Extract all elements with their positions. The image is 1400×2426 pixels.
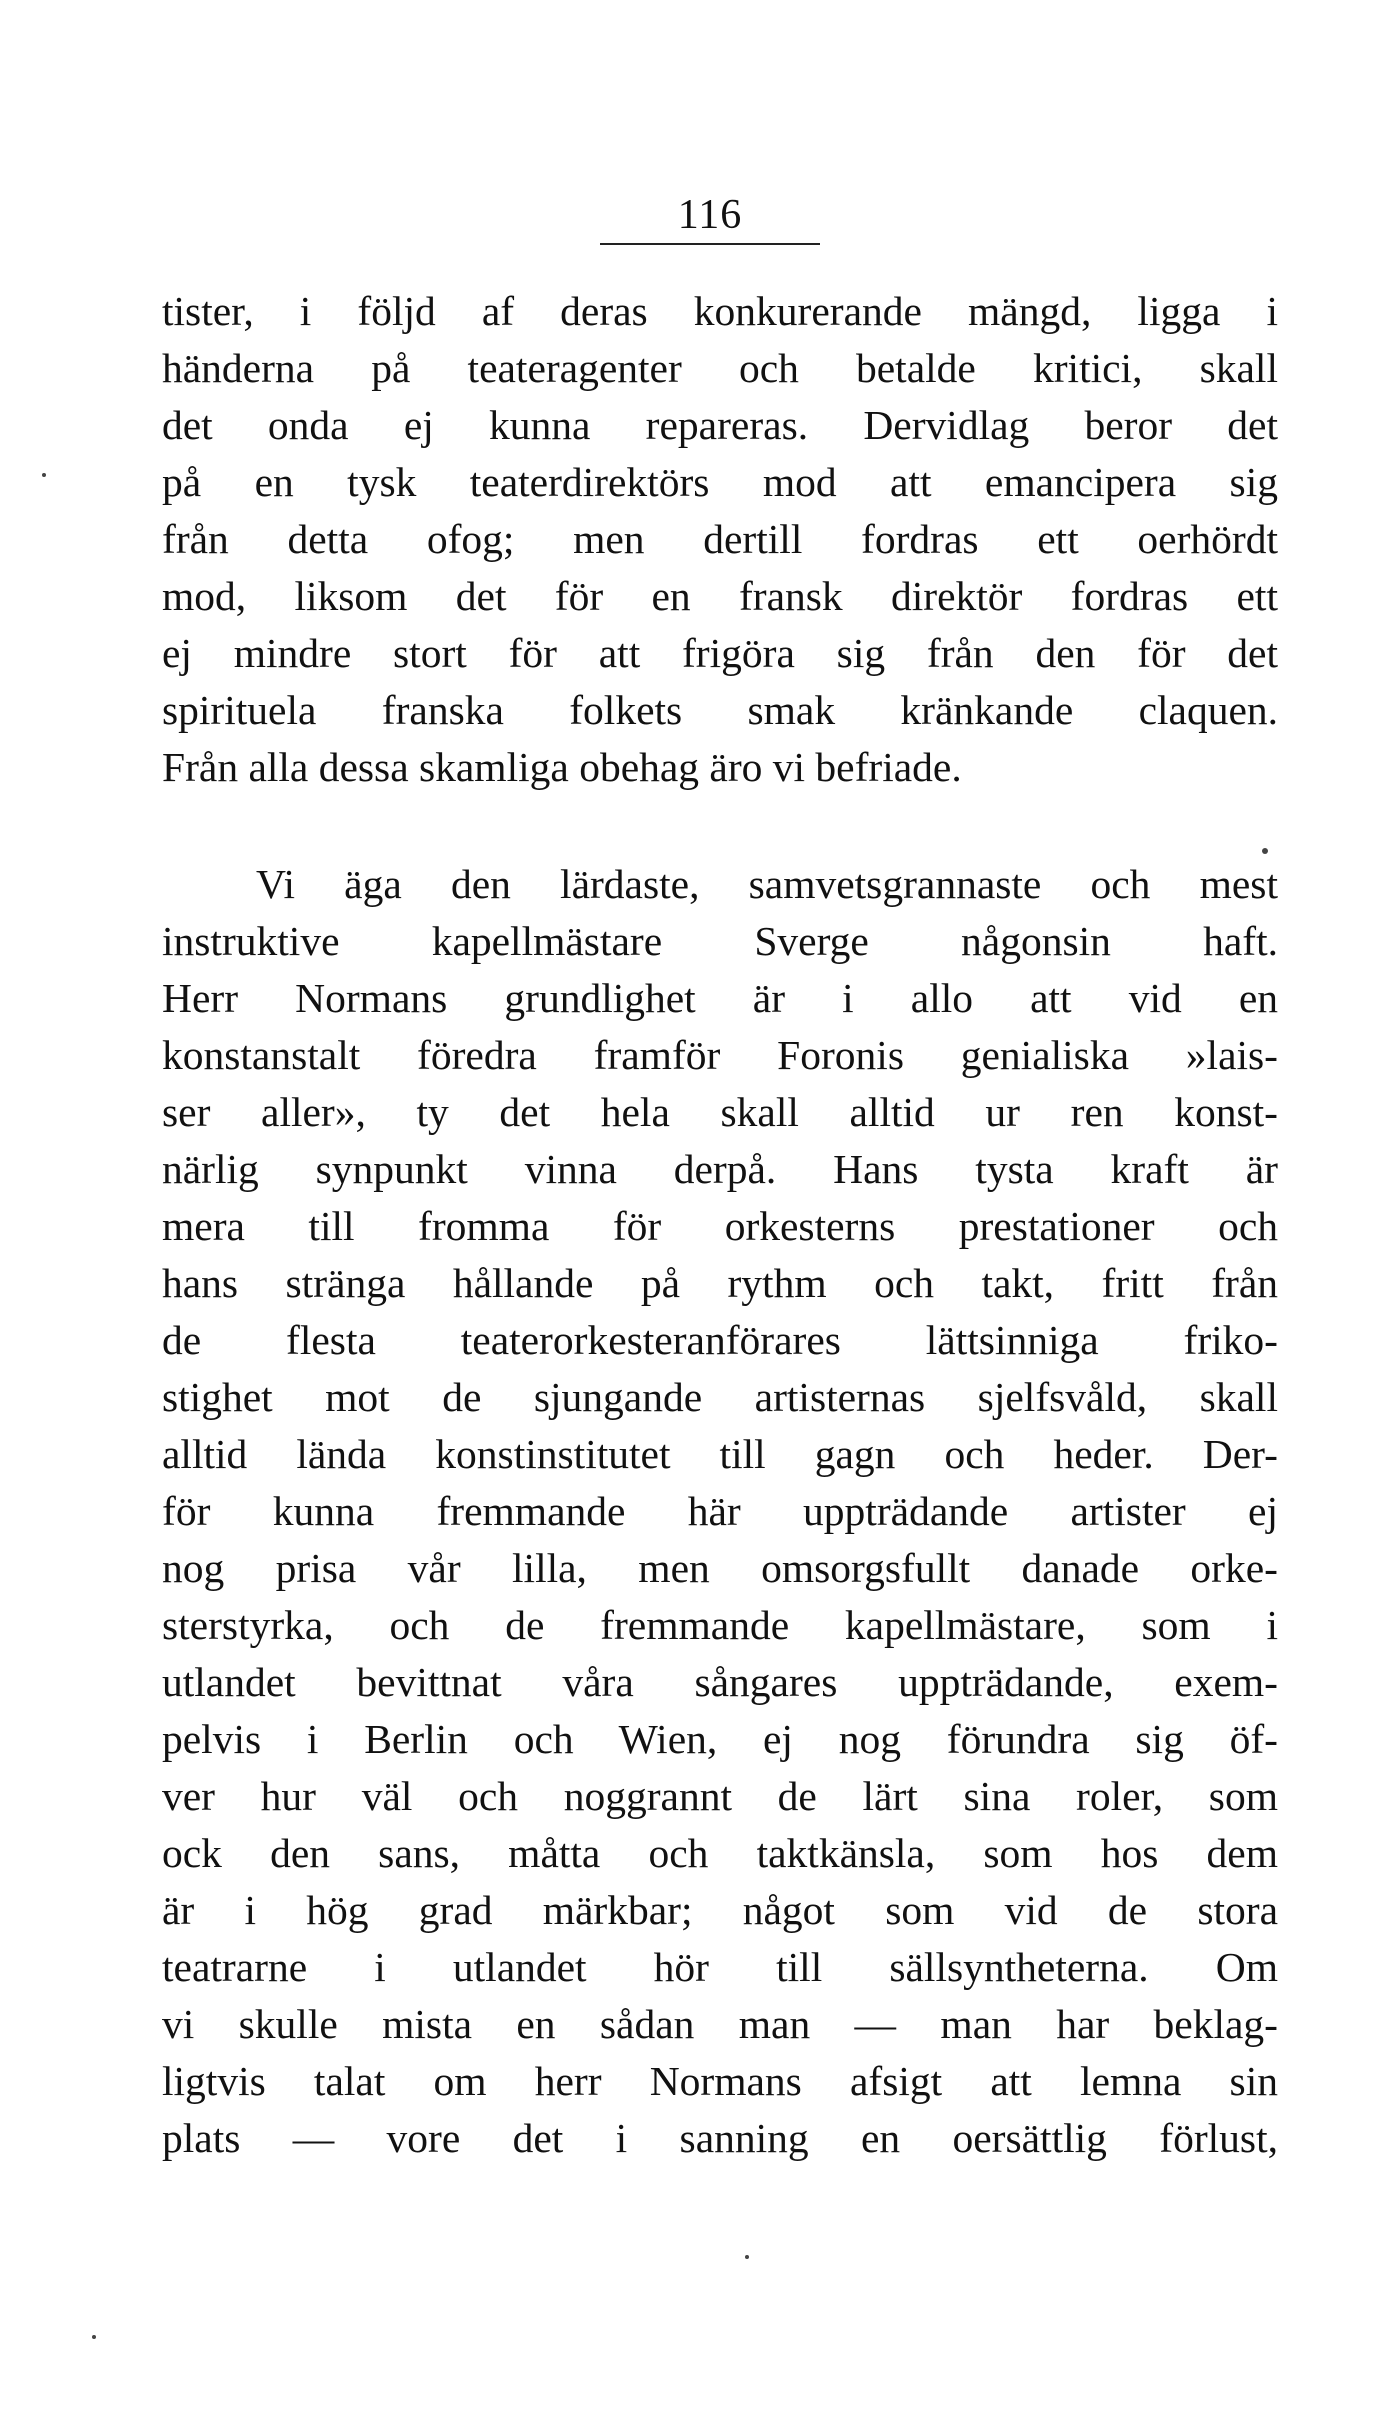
text-line: utlandet bevittnat våra sångares uppträdande, exem- [162,1659,1278,1705]
ink-speck [745,2255,749,2259]
ink-speck [42,473,46,477]
paragraph-1 [162,283,1278,796]
text-line: Vi äga den lärdaste, samvetsgrannaste och mest [256,861,1278,907]
text-line: på en tysk teaterdirektörs mod att emancipera sig [162,459,1278,505]
text-line: händerna på teateragenter och betalde kritici, skall [162,345,1278,391]
text-line: teatrarne i utlandet hör till sällsyntheterna. Om [162,1944,1278,1990]
text-line: ock den sans, måtta och taktkänsla, som hos dem [162,1830,1278,1876]
page-number: 116 [677,192,743,238]
text-line: alltid lända konstinstitutet till gagn och heder. Der- [162,1431,1278,1477]
ink-speck [92,2335,96,2339]
text-line: för kunna fremmande här uppträdande artister ej [162,1488,1278,1534]
text-line: ej mindre stort för att frigöra sig från den för det [162,630,1278,676]
text-line: hans stränga hållande på rythm och takt, fritt från [162,1260,1278,1306]
text-line: är i hög grad märkbar; något som vid de stora [162,1887,1278,1933]
text-line: ser aller», ty det hela skall alltid ur ren konst- [162,1089,1278,1135]
text-line: närlig synpunkt vinna derpå. Hans tysta kraft är [162,1146,1278,1192]
text-line: mera till fromma för orkesterns prestationer och [162,1203,1278,1249]
text-line: Herr Normans grundlighet är i allo att vid en [162,975,1278,1021]
text-line: Från alla dessa skamliga obehag äro vi befriade. [162,744,962,790]
paragraph-2 [162,856,1278,2167]
text-line: stighet mot de sjungande artisternas sjelfsvåld, skall [162,1374,1278,1420]
text-line: pelvis i Berlin och Wien, ej nog förundra sig öf- [162,1716,1278,1762]
text-line: från detta ofog; men dertill fordras ett oerhördt [162,516,1278,562]
text-line: tister, i följd af deras konkurerande mängd, ligga i [162,288,1278,334]
text-line: ver hur väl och noggrannt de lärt sina roler, som [162,1773,1278,1819]
text-line: konstanstalt föredra framför Foronis genialiska »lais- [162,1032,1278,1078]
text-line: instruktive kapellmästare Sverge någonsin haft. [162,918,1278,964]
text-line: nog prisa vår lilla, men omsorgsfullt danade orke- [162,1545,1278,1591]
text-line: mod, liksom det för en fransk direktör fordras ett [162,573,1278,619]
text-line: de flesta teaterorkesteranförares lättsinniga friko- [162,1317,1278,1363]
text-line: det onda ej kunna repareras. Dervidlag beror det [162,402,1278,448]
text-line: spirituela franska folkets smak kränkande claquen. [162,687,1278,733]
text-line: vi skulle mista en sådan man — man har beklag- [162,2001,1278,2047]
ink-speck [1262,848,1268,854]
text-line: ligtvis talat om herr Normans afsigt att lemna sin [162,2058,1278,2104]
header-rule [600,243,820,245]
text-line: sterstyrka, och de fremmande kapellmästare, som i [162,1602,1278,1648]
text-line: plats — vore det i sanning en oersättlig förlust, [162,2115,1278,2161]
